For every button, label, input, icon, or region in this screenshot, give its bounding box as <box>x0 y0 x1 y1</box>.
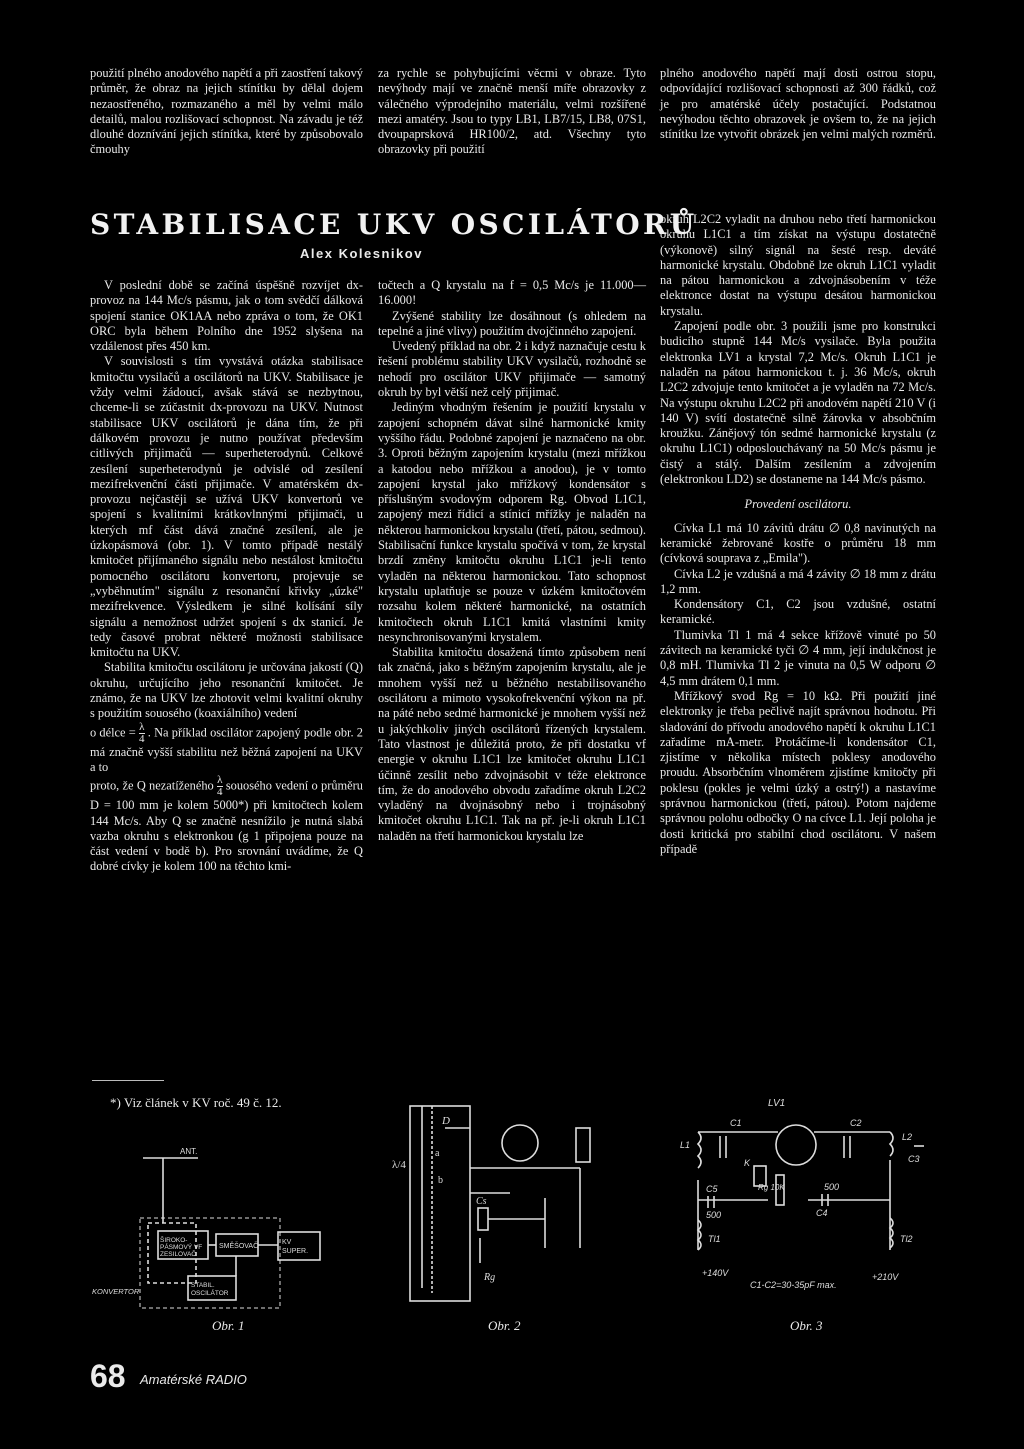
figure-1-caption: Obr. 1 <box>212 1318 245 1333</box>
figure-2-coax-oscillator <box>380 1098 645 1308</box>
fig1-label-stabil: STABIL. <box>191 1282 215 1289</box>
col2-paragraph-5: Stabilita kmitočtu dosažená tímto způsobem není tak značná, jako s běžným zapojením krystalu, ale je mnohem vyšší než u běžného nestabilisovaného oscilátoru a mimoto vysokofrekvenční výkon na př. na páté nebo sedmé harmonické je mnohem vyšší než u jakýchkoliv jiných oscilátorů řízených krystalem. Tato vlastnost je důležitá proto, že při dostatku vf energie v okruhu L1C1 lze kmitočet okruhu L1C1 účinně zesílit nebo zdvojnásobit v téže elektronce tím, že do anodového obvodu zařadíme okruh L2C2 vyladěný na dvojnásobný nebo i trojnásobný kmitočet okruhu L1C1. Tak na př. je-li okruh L1C1 naladěn na třetí harmonickou krystalu lze <box>378 645 646 843</box>
col3-paragraph-5: Kondensátory C1, C2 jsou vzdušné, ostatní keramické. <box>660 597 936 627</box>
magazine-name: Amatérské RADIO <box>140 1372 247 1387</box>
fig1-label-rf-amp-3: ZESILOVAČ <box>160 1251 197 1258</box>
figure-3-crystal-oscillator <box>658 1090 940 1308</box>
col3-paragraph-2: Zapojení podle obr. 3 použili jsme pro konstrukci budicího stupně 144 Mc/s vysilače. Byla použita elektronka LV1 a krystal 7,2 Mc/s. Okruh L1C1 je naladěn na pátou harmonickou t. j. 36 Mc/s, okruh L2C2 zdvojuje tento kmitočet a je vyladěn na 72 Mc/s. Na výstupu okruhu L2C2 při anodovém napětí 210 V (i 140 V) svítí dostatečně silně žárovka v absobčním kroužku. Zánějový tón sedmé harmonické krystalu (z okruhu L1C1) odposlouchávaný na 50 Mc/s pásmu je čistý a stálý. Dalším zesílením a zdvojením (elektronkou LD2) se dostaneme na 144 Mc/s pásmo. <box>660 319 936 487</box>
col3-paragraph-4: Cívka L2 je vzdušná a má 4 závity ∅ 18 mm z drátu 1,2 mm. <box>660 566 936 596</box>
article-author: Alex Kolesnikov <box>300 246 423 261</box>
footnote-rule <box>92 1080 164 1081</box>
col2-paragraph-2: Zvýšené stability lze dosáhnout (s ohledem na tepelné a jiné vlivy) použitím dvojčinného zapojení. <box>378 308 646 338</box>
fraction-lambda-4-b <box>217 775 223 798</box>
fig3-label-l2: L2 <box>902 1132 913 1142</box>
tube-lv1 <box>776 1125 816 1165</box>
top-column-3 <box>660 66 936 142</box>
fig3-label-210v: +210V <box>872 1272 899 1282</box>
page-number: 68 <box>90 1358 126 1394</box>
col1-formula-2 <box>90 775 363 874</box>
fig1-label-mixer: SMĚŠOVAČ <box>219 1243 259 1250</box>
col1-paragraph-3: Stabilita kmitočtu oscilátoru je určována jakostí (Q) okruhu, určujícího jeho resonanční kmitočet. Je známo, že na UKV lze zhotovit velmi kvalitní okruhy s použitím souosého (koaxiálního) vedení <box>90 660 363 721</box>
fig1-label-ant: ANT. <box>180 1147 198 1156</box>
vacuum-tube <box>502 1125 538 1161</box>
receiver-block <box>278 1232 320 1260</box>
fig3-label-c4: C4 <box>816 1208 828 1218</box>
col3-paragraph-3: Cívka L1 má 10 závitů drátu ∅ 0,8 navinutých na keramické žebrované kostře o průměru 18 mm (cívková souprava z „Emila"). <box>660 520 936 566</box>
fig3-label-c1c2: C1-C2=30-35pF max. <box>750 1280 837 1290</box>
fig3-label-tl2: Tl2 <box>900 1234 913 1244</box>
figure-2-caption: Obr. 2 <box>488 1318 521 1333</box>
fig1-label-osc: OSCILÁTOR <box>191 1290 229 1297</box>
article-column-3 <box>660 212 936 857</box>
figure-1-block-diagram <box>88 1128 378 1323</box>
top-column-2 <box>378 66 646 158</box>
fraction-numerator-b: λ <box>217 774 223 787</box>
coil-l1 <box>698 1132 701 1168</box>
top-column-1 <box>90 66 363 158</box>
col3-paragraph-1: okruh L2C2 vyladit na druhou nebo třetí harmonickou okruhu L1C1 a tím získat na výstupu dostatečně (výkonově) silný signál na šesté resp. deváté harmonické krystalu. Obdobně lze okruh L1C1 vyladit na pátou harmonickou a zdvojnásobením v téže elektronce dostat na výstupu desátou harmonickou krystalu. <box>660 212 936 318</box>
fig3-label-tl1: Tl1 <box>708 1234 721 1244</box>
fig3-label-lv1: LV1 <box>768 1098 786 1109</box>
fig1-label-kv: KV <box>282 1239 292 1246</box>
fig2-label-d: D <box>442 1115 450 1127</box>
article-column-1 <box>90 278 363 875</box>
formula-2-suffix: souosého vedení o průměru D = 100 mm je kolem 5000*) při kmitočtech kolem 144 Mc/s. Aby Q se značně nesnížilo je nutná slabá vazba okruhu s elektronkou (g 1 připojena pouze na část vedení v bodě b). Pro srovnání uvádíme, že Q dobré cívky je kolem 100 na těchto kmi- <box>90 778 363 874</box>
coax-outer-conductor <box>410 1106 470 1301</box>
fig3-label-l1: L1 <box>680 1140 691 1150</box>
fig3-label-c2: C2 <box>850 1118 862 1128</box>
formula-1-suffix: . Na příklad oscilátor zapojený podle obr. 2 má značně vyšší stabilitu než běžná zapojení na UKV a to <box>90 724 364 774</box>
fig3-label-500a: 500 <box>824 1182 840 1192</box>
footnote: *) Viz článek v KV roč. 49 č. 12. <box>110 1095 282 1110</box>
fig1-label-converter: KONVERTOR <box>92 1287 140 1296</box>
formula-1-prefix: o délce = <box>90 724 136 739</box>
fig1-label-super: SUPER. <box>282 1248 309 1255</box>
col2-paragraph-1: točtech a Q krystalu na f = 0,5 Mc/s je 11.000—16.000! <box>378 278 646 308</box>
col1-formula-1 <box>90 722 363 776</box>
fraction-lambda-4 <box>139 722 145 745</box>
fig2-label-a: a <box>435 1148 440 1159</box>
top-col1-text: použití plného anodového napětí a při zaostření takový průměr, že obraz na jejich stínítku by dělal dojem nezaostřeného, rozmazaného a měl by velmi málo detailů, malou rozlišovací schopnost. Na závadu je též dlouhé doznívání jejich stínítka, které by způsobovalo čmouhy <box>90 66 363 157</box>
top-col2-text: za rychle se pohybujícími věcmi v obraze. Tyto nevýhody mají ve značně menší míře obrazovky z válečného výprodejního materiálu, velmi rozšířené mezi amatéry. Jsou to typy LB1, LB7/15, LB8, 07S1, dvoupaprsková HR100/2, atd. Všechny tyto obrazovky při použití <box>378 66 646 157</box>
figure-3-caption: Obr. 3 <box>790 1318 823 1333</box>
fraction-numerator: λ <box>139 720 145 733</box>
fig3-label-c5: C5 <box>706 1184 718 1194</box>
col2-paragraph-4: Jediným vhodným řešením je použití krystalu v zapojení schopném dávat silné harmonické kmity vyššího řádu. Podobné zapojení je naznačeno na obr. 3. Oproti běžným zapojením krystalu (mezi mřížkou a katodou nebo mřížkou a anodou), je v tomto zapojení krystal jako mřížkový kondensátor s příslušným svodovým odporem Rg. Obvod L1C1, zapojený mezi řídicí a stínicí mřížky je naladěn na některou harmonickou krystalu (třetí, pátou, sedmou). Stabilisační funkce krystalu spočívá v tom, že krystal brzdí změny kmitočtu okruhu L1C1 je-li tento vyladěn na některou harmonickou. Tato schopnost krystalu uplatňuje se pouze v úzkém kmitočtovém rozsahu kolem některé harmonické, na ostatních kmitočtech okruh L1C1 kmitá vlastními kmity nesynchronisovanými krystalem. <box>378 400 646 644</box>
fig3-label-k: K <box>744 1158 751 1168</box>
fig3-label-c1: C1 <box>730 1118 742 1128</box>
fig3-label-rg: Rg 10K <box>758 1183 785 1192</box>
fig1-label-rf-amp-2: PÁSMOVÝ VF <box>160 1244 203 1251</box>
fig2-label-b: b <box>438 1175 443 1186</box>
section-heading: Provedení oscilátoru. <box>744 497 852 512</box>
fig2-label-lambda: λ/4 <box>392 1159 406 1171</box>
col2-paragraph-3: Uvedený příklad na obr. 2 i když naznačuje cestu k řešení problému stability UKV vysilačů, rozhodně se nehodí pro oscilátor UKV přijimače — samotný okruh by byl větší než celý přijimač. <box>378 339 646 400</box>
col1-paragraph-2: V souvislosti s tím vyvstává otázka stabilisace kmitočtu vysilačů a oscilátorů na UKV. Stabilisace je vždy velmi žádoucí, avšak stává se nezbytnou, chceme-li se zúčastnit dx-provozu na UKV. Nutnost stabilisace UKV oscilátorů je dána tím, že při dálkovém provozu je nutno používat především citlivých přijimačů — superheterodynů. Celkové zesílení superheterodynů je odvislé od zesílení mezifrekvenční části přijimače. V amatérském dx-provozu nejčastěji se užívá UKV konvertorů ve spojení s kvalitními krátkovlnnými přijimači, u kterých mf část dává značné zesílení, ale je úzkopásmová (obr. 1). V tomto případě nestálý kmitočet přijímaného signálu nebo nestálost kmitočtu pomocného oscilátoru konvertoru, projevuje se „vyběhnutím" signálu z resonanční křivky „úzké" mezifrekvence. Výsledkem je silné kolísání síly signálu a nemožnost udržet spojení s dx stanicí. Je tedy časové probrat některé možnosti stabilisace kmitočtu na UKV. <box>90 354 363 660</box>
article-column-2 <box>378 278 646 844</box>
col1-paragraph-1: V poslední době se začíná úspěšně rozvíjet dx-provoz na 144 Mc/s pásmu, jak o tom svědčí dálková spojení stanice OK1AA nebo zpráva o tom, že OK1 ORC byla během Polního dne 1952 slyšena na vzdálenost přes 450 km. <box>90 278 363 354</box>
formula-2-prefix: proto, že Q nezatíženého <box>90 778 214 793</box>
fig1-label-rf-amp: ŠIROKO- <box>160 1237 188 1244</box>
fig3-label-c3: C3 <box>908 1154 920 1164</box>
fraction-denominator-b: 4 <box>217 786 223 799</box>
article-title: STABILISACE UKV OSCILÁTORŮ <box>90 208 698 241</box>
fig2-label-cs: Cs <box>476 1196 487 1207</box>
fig3-label-500b: 500 <box>706 1210 722 1220</box>
top-col3-text: plného anodového napětí mají dosti ostrou stopu, odpovídající rozlišovací schopnosti až 300 řádků, což je pro amatérské účely postačující. Podstatnou nevýhodou těchto obrazovek je ovšem to, že na jejich stínítku lze vytvořit obrázek jen velmi malých rozměrů. <box>660 66 936 142</box>
fraction-denominator: 4 <box>139 732 145 745</box>
col3-paragraph-7: Mřížkový svod Rg = 10 kΩ. Při použití jiné elektronky je třeba pečlivě najít správnou hodnotu. Při sladování do přívodu anodového napětí k okruhu L1C1 zařadíme mA-metr. Protáčíme-li kondensátor C1, zjistíme v několika místech poklesy anodového proudu. Absorbčním vlnoměrem zjistíme kmitočty při poklesu (pokles je velmi úzký a ostrý!) a nastavíme správnou harmonickou (třetí, pátou). Potom najdeme správnou polohu odbočky O na cívce L1. Její poloha je dosti kritická pro stabilní chod oscilátoru. V našem případě <box>660 688 936 856</box>
fig2-capacitor <box>478 1208 488 1230</box>
fig2-label-rg: Rg <box>484 1272 496 1283</box>
fig3-label-140v: +140V <box>702 1268 729 1278</box>
coil-l2 <box>890 1132 893 1156</box>
col3-paragraph-6: Tlumivka Tl 1 má 4 sekce křížově vinuté po 50 závitech na keramické tyči ∅ 4 mm, její indukčnost je 0,8 mH. Tlumivka Tl 2 je vinuta na 0,5 W odporu ∅ 4,5 mm drátem 0,1 mm. <box>660 627 936 688</box>
